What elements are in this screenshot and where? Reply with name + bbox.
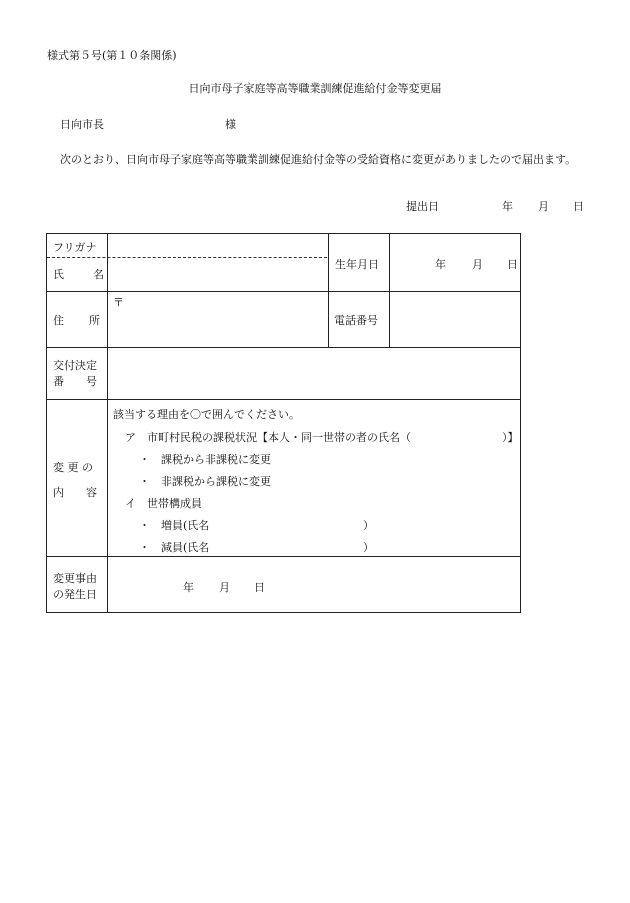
occurrence-date-field[interactable] <box>107 557 520 612</box>
change-instruction: 該当する理由を〇で囲んでください。 <box>113 408 300 421</box>
dob-month-unit: 月 <box>472 258 483 271</box>
phone-field[interactable] <box>389 292 520 347</box>
dob-day-unit: 日 <box>507 258 518 271</box>
name-field[interactable] <box>107 258 328 291</box>
submission-date-label: 提出日 <box>406 200 439 213</box>
item-i-decrease-close: ） <box>363 541 374 554</box>
postal-mark: 〒 <box>113 296 124 309</box>
row-divider-decision <box>47 399 520 400</box>
decision-number-label-1: 交付決定 <box>53 359 97 372</box>
item-i-increase[interactable]: ・ 増員(氏名 <box>139 519 210 532</box>
decision-number-label-2: 番 号 <box>53 375 97 388</box>
form-number: 様式第５号(第１０条関係) <box>47 49 177 62</box>
item-i-increase-close: ） <box>363 519 374 532</box>
change-contents-label-2: 内 容 <box>53 486 97 499</box>
address-field[interactable] <box>107 292 328 347</box>
name-label-1: 氏 <box>53 268 64 281</box>
item-i-household-members[interactable]: イ 世帯構成員 <box>125 497 202 510</box>
change-contents-label-1: 変 更 の <box>53 461 93 474</box>
occurrence-month-unit: 月 <box>219 581 230 594</box>
decision-number-field[interactable] <box>107 348 520 399</box>
occurrence-year-unit: 年 <box>183 581 194 594</box>
item-a-close-bracket: ）】 <box>502 431 519 444</box>
submission-year-unit: 年 <box>502 200 513 213</box>
name-label-2: 名 <box>93 268 104 281</box>
submission-month-unit: 月 <box>538 200 549 213</box>
occurrence-date-label-1: 変更事由 <box>53 572 97 585</box>
application-form-table <box>46 233 521 613</box>
addressee-honorific: 様 <box>225 118 236 131</box>
occurrence-day-unit: 日 <box>254 581 265 594</box>
dob-label: 生年月日 <box>335 258 379 271</box>
submission-day-unit: 日 <box>573 200 584 213</box>
intro-text: 次のとおり、日向市母子家庭等高等職業訓練促進給付金等の受給資格に変更がありましたので届出ます。 <box>60 153 577 166</box>
item-i-decrease[interactable]: ・ 減員(氏名 <box>139 541 210 554</box>
middle-column-divider <box>328 234 329 347</box>
form-title: 日向市母子家庭等高等職業訓練促進給付金等変更届 <box>188 82 442 95</box>
item-a-tax-status[interactable]: ア 市町村民税の課税状況【本人・同一世帯の者の氏名（ <box>125 431 411 444</box>
item-a-exempt-to-taxed[interactable]: ・ 非課税から課税に変更 <box>139 475 271 488</box>
occurrence-date-label-2: の発生日 <box>53 588 97 601</box>
address-label-1: 住 <box>53 314 64 327</box>
item-a-taxed-to-exempt[interactable]: ・ 課税から非課税に変更 <box>139 453 271 466</box>
dob-field[interactable] <box>389 234 520 291</box>
phone-label: 電話番号 <box>334 314 378 327</box>
address-label-2: 所 <box>89 314 100 327</box>
furigana-label: フリガナ <box>53 241 97 254</box>
addressee: 日向市長 <box>60 118 104 131</box>
furigana-field[interactable] <box>107 234 328 256</box>
dob-year-unit: 年 <box>435 258 446 271</box>
